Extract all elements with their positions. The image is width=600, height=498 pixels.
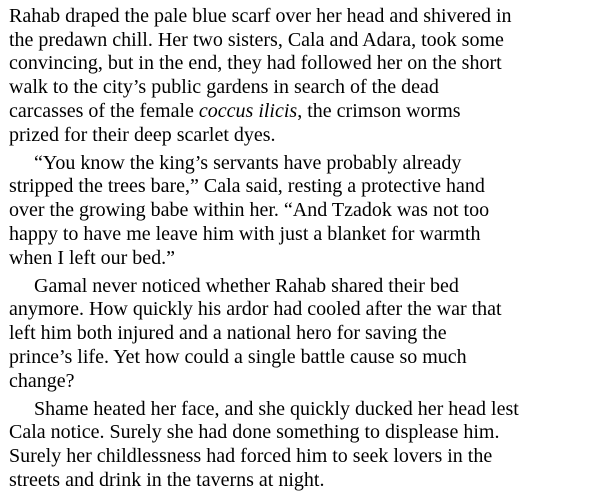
text-line: prized for their deep scarlet dyes. <box>9 123 276 146</box>
text-line: over the growing babe within her. “And Tzadok was not too <box>9 199 490 222</box>
paragraph <box>9 398 582 493</box>
page-text <box>9 5 582 493</box>
paragraph <box>9 5 582 147</box>
text-line: happy to have me leave him with just a blanket for warmth <box>9 222 481 245</box>
text-line: stripped the trees bare,” Cala said, resting a protective hand <box>9 175 485 198</box>
text-line: the predawn chill. Her two sisters, Cala and Adara, took some <box>9 28 504 51</box>
text-line: convincing, but in the end, they had followed her on the short <box>9 52 502 75</box>
text-line: “You know the king’s servants have probably already <box>34 151 462 174</box>
text-line: streets and drink in the taverns at night. <box>9 468 325 491</box>
text-line: Shame heated her face, and she quickly ducked her head lest <box>34 397 519 420</box>
text-line: when I left our bed.” <box>9 246 176 269</box>
paragraph <box>9 152 582 271</box>
text-line: Rahab draped the pale blue scarf over her head and shivered in <box>9 5 512 27</box>
text-line: left him both injured and a national hero for saving the <box>9 322 447 345</box>
text-line: Surely her childlessness had forced him to seek lovers in the <box>9 445 493 468</box>
text-line: carcasses of the female coccus ilicis, the crimson worms <box>9 99 461 122</box>
paragraph <box>9 275 582 394</box>
text-line: walk to the city’s public gardens in search of the dead <box>9 76 439 99</box>
text-line: anymore. How quickly his ardor had cooled after the war that <box>9 298 502 321</box>
text-line: Cala notice. Surely she had done something to displease him. <box>9 421 500 444</box>
text-line: change? <box>9 369 75 392</box>
text-line: Gamal never noticed whether Rahab shared their bed <box>34 274 459 297</box>
text-line: prince’s life. Yet how could a single battle cause so much <box>9 345 467 368</box>
